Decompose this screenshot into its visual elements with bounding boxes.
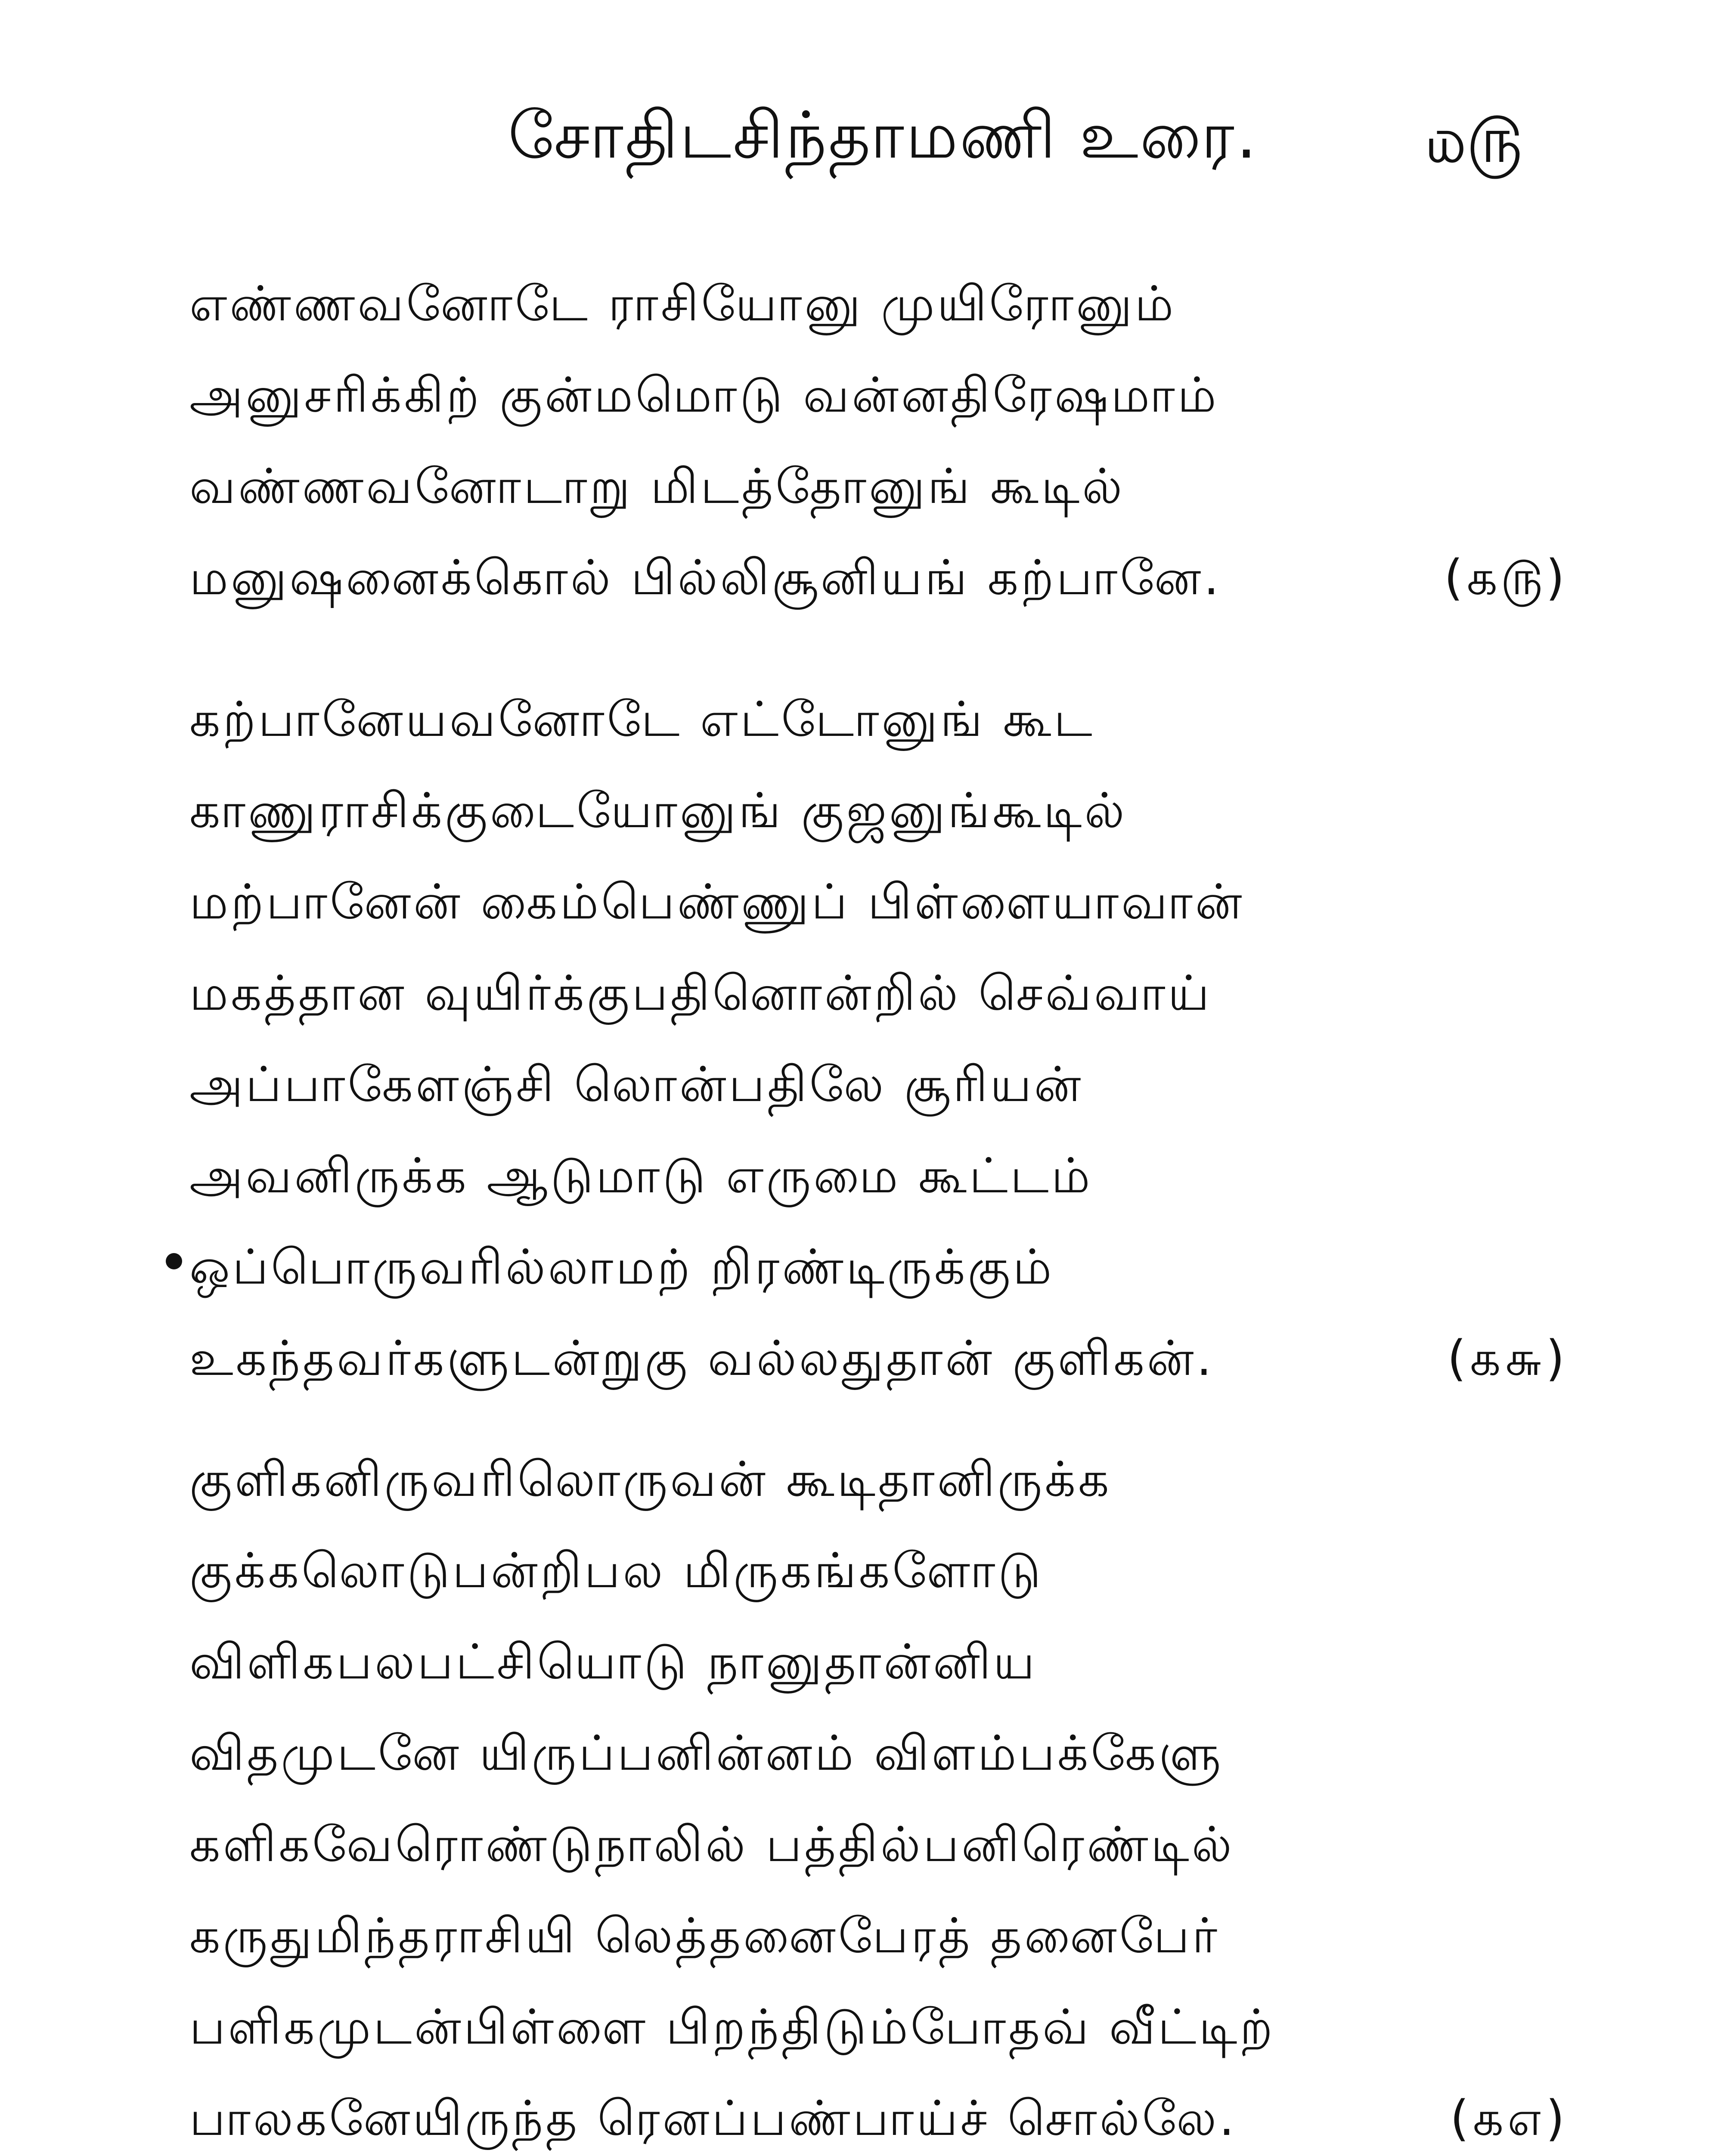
page-number: ௰௫ <box>1425 102 1524 177</box>
verse-line: மகத்தான வுயிர்க்குபதினொன்றில் செவ்வாய் <box>189 965 1212 1021</box>
verse-line: அனுசரிக்கிற் குன்மமொடு வன்னதிரேஷமாம் <box>189 367 1219 423</box>
verse-line-with-number <box>189 2073 1567 2153</box>
verse-block <box>189 1434 1567 2153</box>
verse-line: எண்ணவனோடே ராசியோனு முயிரோனும் <box>189 276 1176 332</box>
verse-line: குக்கலொடுபன்றிபல மிருகங்களோடு <box>189 1543 1044 1599</box>
verse-line-text: பாலகனேயிருந்த ரெனப்பண்பாய்ச் சொல்லே. <box>189 2091 1237 2147</box>
verse-line: மற்பானேன் கைம்பெண்ணுப் பிள்ளையாவான் <box>189 874 1245 930</box>
verse-block <box>189 674 1567 1404</box>
verse-number: (௧௭) <box>1450 2091 1567 2147</box>
verse-line: வண்ணவனோடாறு மிடத்தோனுங் கூடில் <box>189 459 1125 515</box>
verse-line: விளிகபலபட்சியொடு நானுதான்னிய <box>189 1634 1038 1690</box>
verse-line: விதமுடனே யிருப்பனின்னம் விளம்பக்கேளு <box>189 1725 1224 1781</box>
verse-number: (௧௫) <box>1444 550 1567 606</box>
verse-line: பளிகமுடன்பிள்ளை பிறந்திடும்போதவ் வீட்டிற் <box>189 1999 1275 2055</box>
verse-line-text: மனுஷனைக்கொல் பில்லிசூனியங் கற்பானே. <box>189 550 1222 606</box>
verse-line: காணுராசிக்குடையோனுங் குஜனுங்கூடில் <box>189 783 1127 839</box>
verse-block <box>189 258 1567 624</box>
verse-line: அப்பாகேளஞ்சி லொன்பதிலே சூரியன் <box>189 1057 1084 1113</box>
verse-line: களிகவேரொண்டுநாலில் பத்தில்பனிரெண்டில் <box>189 1817 1234 1873</box>
verse-line: ஒப்பொருவரில்லாமற் றிரண்டிருக்கும் <box>189 1239 1054 1295</box>
verse-line: கற்பானேயவனோடே எட்டோனுங் கூட <box>189 692 1095 748</box>
verse-line-with-number <box>189 1313 1567 1404</box>
verse-line-with-number <box>189 532 1567 624</box>
verse-line: குளிகனிருவரிலொருவன் கூடிதானிருக்க <box>189 1452 1112 1508</box>
verse-line: கருதுமிந்தராசியி லெத்தனைபேரத் தனைபேர் <box>189 1908 1220 1964</box>
verse-line: அவனிருக்க ஆடுமாடு எருமை கூட்டம் <box>189 1148 1093 1204</box>
running-title: சோதிடசிந்தாமணி உரை. <box>508 98 1259 173</box>
ink-dot-mark <box>166 1253 182 1269</box>
verse-line-text: உகந்தவர்களுடன்றுகு வல்லதுதான் குளிகன். <box>189 1331 1215 1387</box>
verse-number: (௧௬) <box>1447 1331 1567 1387</box>
